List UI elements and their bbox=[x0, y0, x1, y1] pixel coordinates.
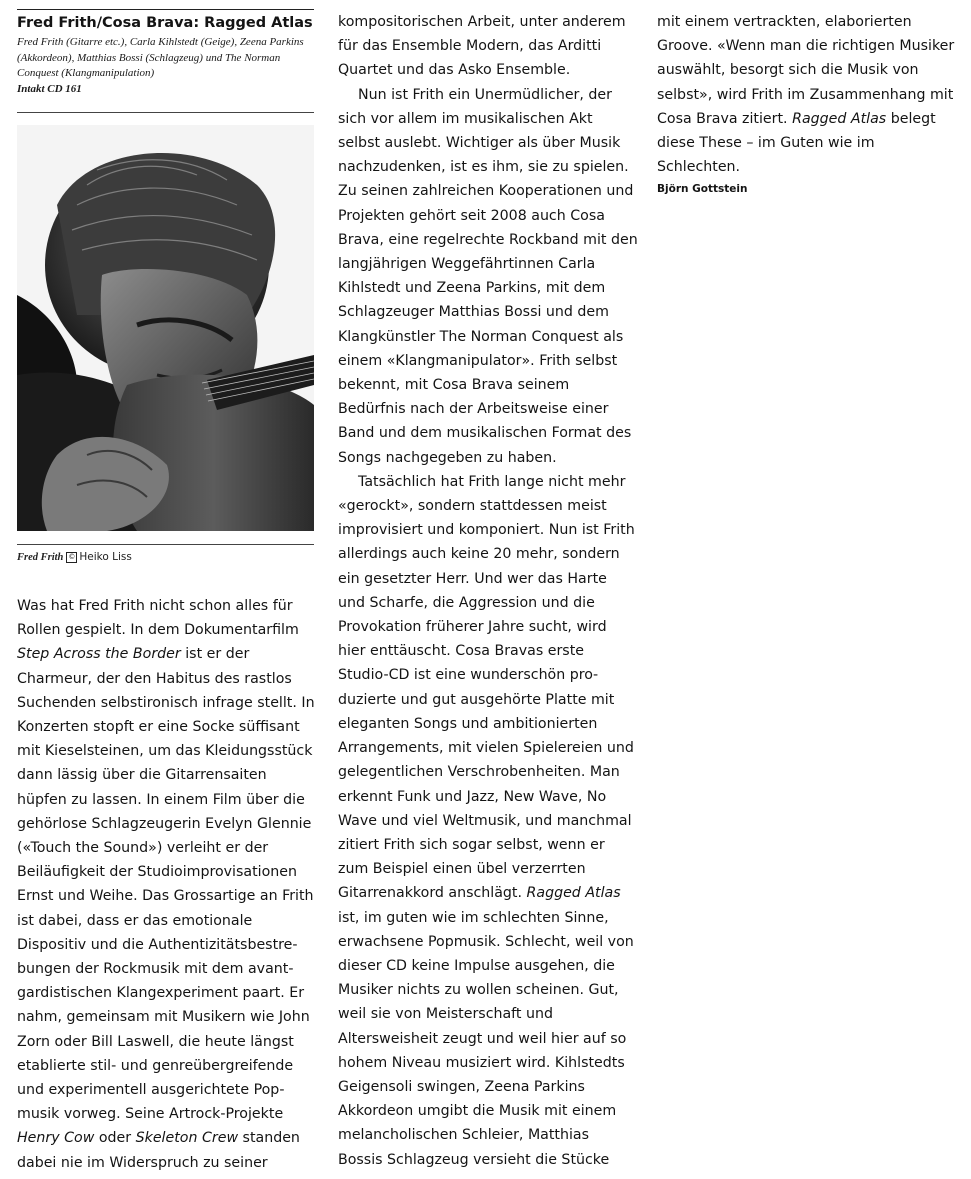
header-rule-top bbox=[17, 9, 314, 10]
caption-credit: Heiko Liss bbox=[79, 551, 132, 563]
paragraph: Nun ist Frith ein Unermüdlicher, der sich vor allem im musikalischen Akt selbst auslebt. Wichtiger als über Musik nachzudenken, ist es ihm, sie zu spielen. Zu seinen zahlreichen Kooperationen und Projekten gehört seit 2008 auch Cosa Brava, eine regelrechte Rockband mit den langjährigen Weggefährtinnen Carla Kihlstedt und Zeena Parkins, mit dem Schlagzeuger Matthias Bossi und dem Klangkünstler The Norman Conquest als einem «Klangmanipulator». Frith selbst bekennt, mit Cosa Brava seinem Bedürfnis nach der Arbeitsweise einer Band und dem musikalischen Format des Songs nachgegeben zu haben. bbox=[338, 86, 638, 466]
text-run: Was hat Fred Frith nicht schon alles für Rollen gespielt. In dem Dokumentarfilm bbox=[17, 598, 299, 639]
text-run: ist er der Charmeur, der den Habitus des rastlos Suchenden selbstironisch infrage stellt. In Konzerten stopft er eine Socke süffisant mit Kieselsteinen, um das Kleidungsstück dann lässig über die Gitarrensaiten hüpfen zu lassen. In einem Film über die gehörlose Schlagzeugerin Evelyn Glennie («Touch the Sound») verleiht er der Beiläufigkeit der Studioimprovisationen Ernst und Weihe. Das Grossartige an Frith ist dabei, dass er das emotionale Dispositiv und die Authentizitätsbestrebungen der Rockmusik mit dem avantgardistischen Klangexperiment paart. Er nahm, gemeinsam mit Musikern wie John Zorn oder Bill Laswell, die heute längst etablierte stil- und genreübergreifende und experimentell ausgerichtete Popmusik vorweg. Seine Artrock-Projekte bbox=[17, 646, 315, 1123]
caption-name: Fred Frith bbox=[17, 552, 64, 563]
copyright-icon: © bbox=[68, 553, 76, 561]
paragraph bbox=[338, 470, 638, 1172]
band-name: Henry Cow bbox=[17, 1130, 95, 1147]
header-rule-bottom bbox=[17, 112, 314, 113]
film-title: Step Across the Border bbox=[17, 646, 181, 663]
paragraph bbox=[17, 594, 317, 1175]
text-run: mit einem vertrackten, elaborierten Groove. «Wenn man die richtigen Musiker auswählt, besorgt sich die Musik von selbst», wird Frith im Zusammenhang mit Cosa Brava zitiert. bbox=[657, 14, 955, 127]
column-left-text bbox=[17, 594, 317, 1175]
text-run: Tatsächlich hat Frith lange nicht mehr «gerockt», sondern stattdessen meist improvisiert und komponiert. Nun ist Frith allerdings auch keine 20 mehr, sondern ein gesetzter Herr. Und wer das Harte und Scharfe, die Aggression und die Provokation früherer Jahre sucht, wird hier enttäuscht. Cosa Bravas erste Studio-CD ist eine wunderschön produzierte und gut ausgehörte Platte mit eleganten Songs und ambitionierten Arrangements, mit vielen Spielereien und gelegentlichen Verschrobenheiten. Man erkennt Funk und Jazz, New Wave, No Wave und viel Weltmusik, und manchmal zitiert Frith sich sogar selbst, wenn er zum Beispiel einen übel verzerrten Gitarrenakkord anschlägt. bbox=[338, 473, 635, 902]
album-title: Ragged Atlas bbox=[526, 885, 621, 902]
review-header bbox=[17, 13, 317, 97]
caption-rule bbox=[17, 544, 314, 545]
paragraph bbox=[657, 10, 959, 179]
musician-credits: Fred Frith (Gitarre etc.), Carla Kihlstedt (Geige), Zeena Parkins (Akkordeon), Matthias Bossi (Schlagzeug) und The Norman Conquest (Klangmanipulation) bbox=[17, 36, 304, 80]
photo-caption bbox=[17, 551, 132, 563]
author-name: Björn Gottstein bbox=[657, 183, 748, 196]
review-title: Fred Frith/Cosa Brava: Ragged Atlas bbox=[17, 15, 313, 31]
band-name: Skeleton Crew bbox=[135, 1130, 239, 1147]
fred-frith-photo bbox=[17, 125, 314, 531]
album-title: Ragged Atlas bbox=[792, 110, 887, 127]
text-run: belegt diese These – im Guten wie im Schlechten. bbox=[657, 110, 936, 176]
portrait-image bbox=[17, 125, 314, 531]
review-credits bbox=[17, 35, 317, 97]
catalog-number: Intakt CD 161 bbox=[17, 82, 82, 95]
column-right-text bbox=[657, 10, 959, 199]
column-middle-text bbox=[338, 10, 638, 1172]
text-run: standen dabei nie im Widerspruch zu seiner bbox=[17, 1130, 300, 1171]
text-run: ist, im guten wie im schlechten Sinne, erwachsene Popmusik. Schlecht, weil von dieser CD keine Impulse ausgehen, die Musiker nichts zu wollen scheinen. Gut, weil sie von Meisterschaft und Altersweisheit zeugt und weil hier auf so hohem Niveau musiziert wird. Kihlstedts Geigensoli swingen, Zeena Parkins Akkordeon umgibt die Musik mit einem melancholischen Schleier, Matthias Bossis Schlagzeug versieht die Stücke bbox=[338, 909, 634, 1168]
text-run: oder bbox=[94, 1130, 136, 1147]
paragraph: kompositorischen Arbeit, unter anderem für das Ensemble Modern, das Arditti Quartet und das Asko Ensemble. bbox=[338, 14, 626, 79]
